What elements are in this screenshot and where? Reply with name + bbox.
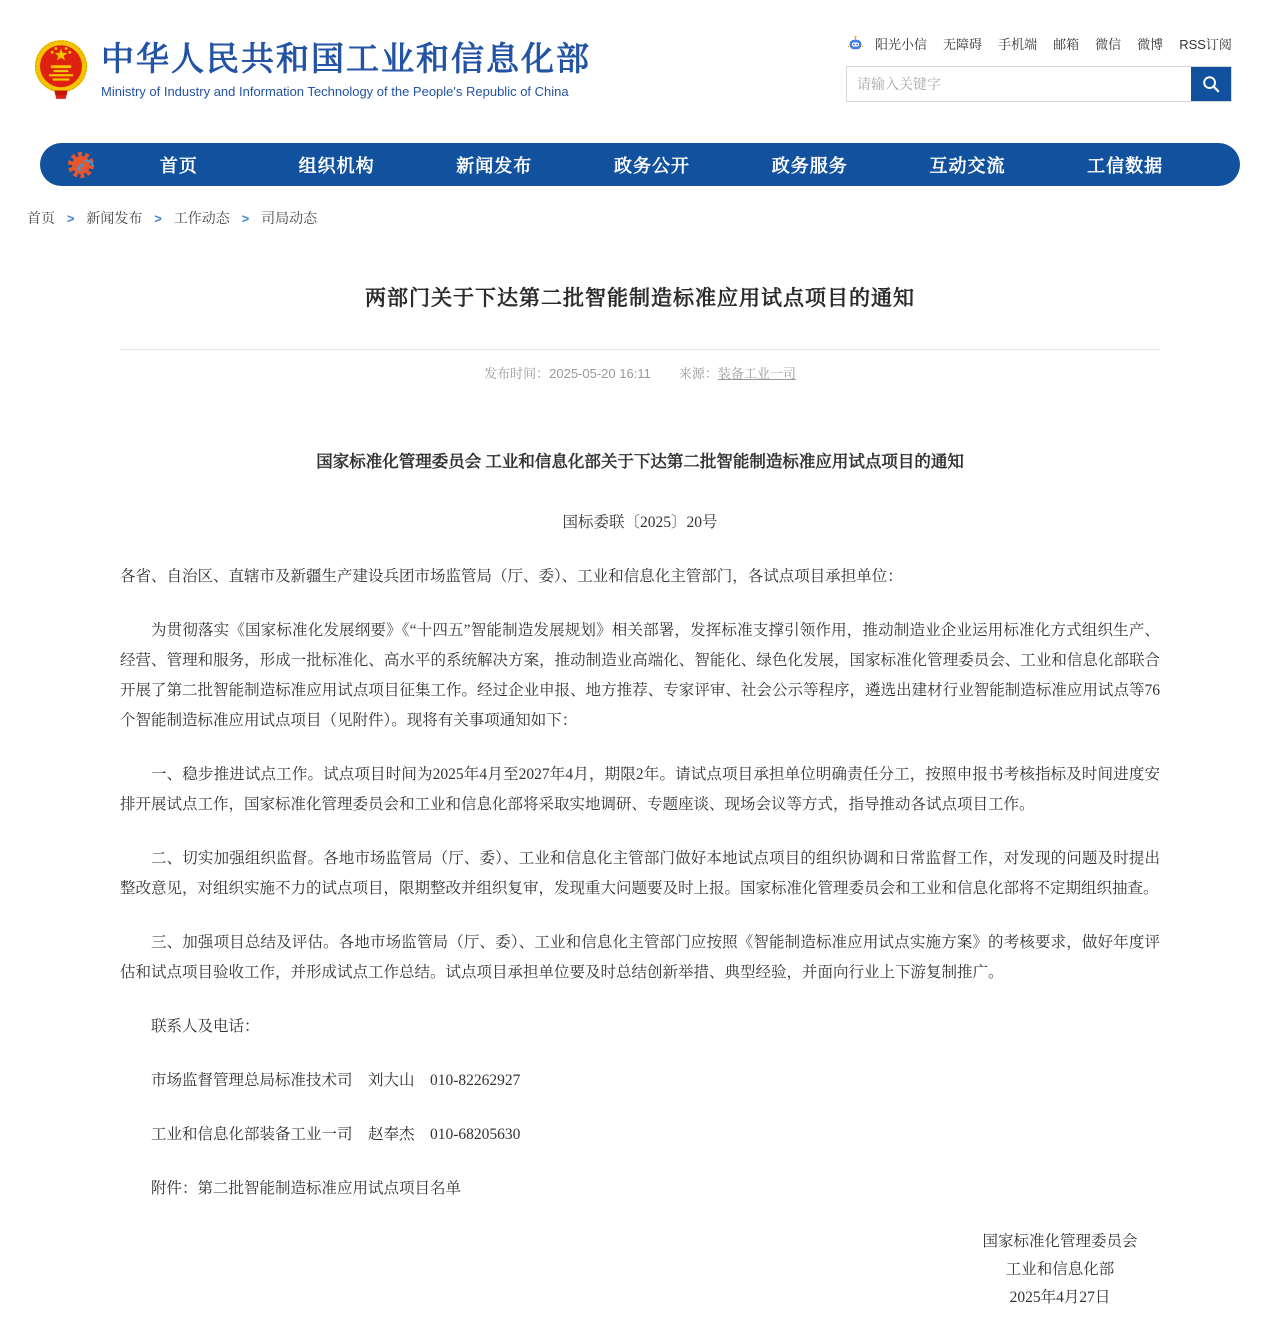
search-bar <box>846 66 1232 102</box>
paragraph-item-2: 二、切实加强组织监督。各地市场监管局（厅、委）、工业和信息化主管部门做好本地试点项目的组织协调和日常监督工作，对发现的问题及时提出整改意见，对组织实施不力的试点项目，限期整改并组织复审，发现重大问题要及时上报。国家标准化管理委员会和工业和信息化部将不定期组织抽查。 <box>120 850 1160 897</box>
gear-e-logo-icon <box>66 150 100 180</box>
signature-org-miit: 工业和信息化部 <box>1005 1261 1115 1278</box>
paragraph-contact-miit: 工业和信息化部装备工业一司 赵奉杰 010-68205630 <box>151 1126 521 1143</box>
national-emblem-icon <box>33 36 89 102</box>
utility-link-accessibility[interactable]: 无障碍 <box>943 37 983 52</box>
robot-assistant-icon <box>846 34 865 53</box>
nav-item-news[interactable]: 新闻发布 <box>456 155 533 176</box>
nav-item-organization[interactable]: 组织机构 <box>298 155 375 176</box>
site-subtitle-english: Ministry of Industry and Information Technology of the People's Republic of China <box>101 83 569 99</box>
document-body <box>120 562 1160 1204</box>
breadcrumb-bureau-trends[interactable]: 司局动态 <box>261 210 318 226</box>
nav-item-miit-data[interactable]: 工信数据 <box>1087 155 1164 176</box>
publish-time: 2025-05-20 16:11 <box>549 366 651 381</box>
svg-text:e: e <box>77 157 85 175</box>
signature-org-sac: 国家标准化管理委员会 <box>982 1233 1138 1250</box>
source-label: 来源： <box>678 366 718 381</box>
document-title: 国家标准化管理委员会 工业和信息化部关于下达第二批智能制造标准应用试点项目的通知 <box>316 452 964 471</box>
signature-block <box>970 1228 1150 1312</box>
breadcrumb-home[interactable]: 首页 <box>27 210 55 226</box>
breadcrumb-work-trends[interactable]: 工作动态 <box>173 210 230 226</box>
search-input[interactable] <box>847 67 1191 101</box>
nav-item-interaction[interactable]: 互动交流 <box>929 155 1006 176</box>
article-content <box>120 282 1160 1312</box>
signature-date: 2025年4月27日 <box>1009 1289 1111 1306</box>
breadcrumb-separator-icon: > <box>66 211 75 226</box>
title-divider <box>120 349 1160 350</box>
breadcrumb-separator-icon: > <box>154 211 162 226</box>
nav-item-home[interactable]: 首页 <box>159 155 198 176</box>
paragraph-item-1: 一、稳步推进试点工作。试点项目时间为2025年4月至2027年4月，期限2年。请试点项目承担单位明确责任分工，按照申报书考核指标及时间进度安排开展试点工作，国家标准化管理委员会和工业和信息化部将采取实地调研、专题座谈、现场会议等方式，指导推动各试点项目工作。 <box>120 766 1160 813</box>
paragraph-salutation: 各省、自治区、直辖市及新疆生产建设兵团市场监管局（厅、委）、工业和信息化主管部门，各试点项目承担单位： <box>120 568 903 585</box>
paragraph-contact-heading: 联系人及电话： <box>151 1018 260 1035</box>
nav-item-gov-services[interactable]: 政务服务 <box>771 155 848 176</box>
site-brand[interactable] <box>33 36 591 102</box>
masthead <box>0 0 1280 143</box>
main-nav <box>40 143 1240 186</box>
source-link[interactable]: 装备工业一司 <box>717 366 796 381</box>
utility-link-sunshine-assistant[interactable]: 阳光小信 <box>875 37 928 52</box>
utility-link-mailbox[interactable]: 邮箱 <box>1053 37 1080 52</box>
breadcrumb <box>27 208 1280 228</box>
utility-link-rss[interactable]: RSS订阅 <box>1179 37 1232 52</box>
utility-link-mobile[interactable]: 手机端 <box>998 37 1038 52</box>
utility-link-weibo[interactable]: 微博 <box>1137 37 1164 52</box>
document-number: 国标委联〔2025〕20号 <box>562 514 718 531</box>
paragraph-item-3: 三、加强项目总结及评估。各地市场监管局（厅、委）、工业和信息化主管部门应按照《智能制造标准应用试点实施方案》的考核要求，做好年度评估和试点项目验收工作，并形成试点工作总结。试点项目承担单位要及时总结创新举措、典型经验，并面向行业上下游复制推广。 <box>120 934 1160 981</box>
paragraph-background: 为贯彻落实《国家标准化发展纲要》《“十四五”智能制造发展规划》相关部署，发挥标准支撑引领作用，推动制造业企业运用标准化方式组织生产、经营、管理和服务，形成一批标准化、高水平的系统解决方案，推动制造业高端化、智能化、绿色化发展，国家标准化管理委员会、工业和信息化部联合开展了第二批智能制造标准应用试点项目征集工作。经过企业申报、地方推荐、专家评审、社会公示等程序，遴选出建材行业智能制造标准应用试点等76个智能制造标准应用试点项目（见附件）。现将有关事项通知如下： <box>120 622 1160 729</box>
nav-item-gov-disclosure[interactable]: 政务公开 <box>614 155 691 176</box>
paragraph-attachment: 附件：第二批智能制造标准应用试点项目名单 <box>151 1180 462 1197</box>
breadcrumb-separator-icon: > <box>241 211 250 226</box>
publish-time-label: 发布时间： <box>484 366 550 381</box>
site-title: 中华人民共和国工业和信息化部 <box>101 40 591 78</box>
search-icon <box>1201 74 1221 94</box>
breadcrumb-news[interactable]: 新闻发布 <box>86 210 143 226</box>
page-title: 两部门关于下达第二批智能制造标准应用试点项目的通知 <box>365 287 915 310</box>
utility-link-wechat[interactable]: 微信 <box>1095 37 1122 52</box>
publish-info <box>120 363 1160 382</box>
search-button[interactable] <box>1191 67 1231 101</box>
paragraph-contact-samr: 市场监督管理总局标准技术司 刘大山 010-82262927 <box>151 1072 521 1089</box>
utility-links <box>846 34 1232 53</box>
